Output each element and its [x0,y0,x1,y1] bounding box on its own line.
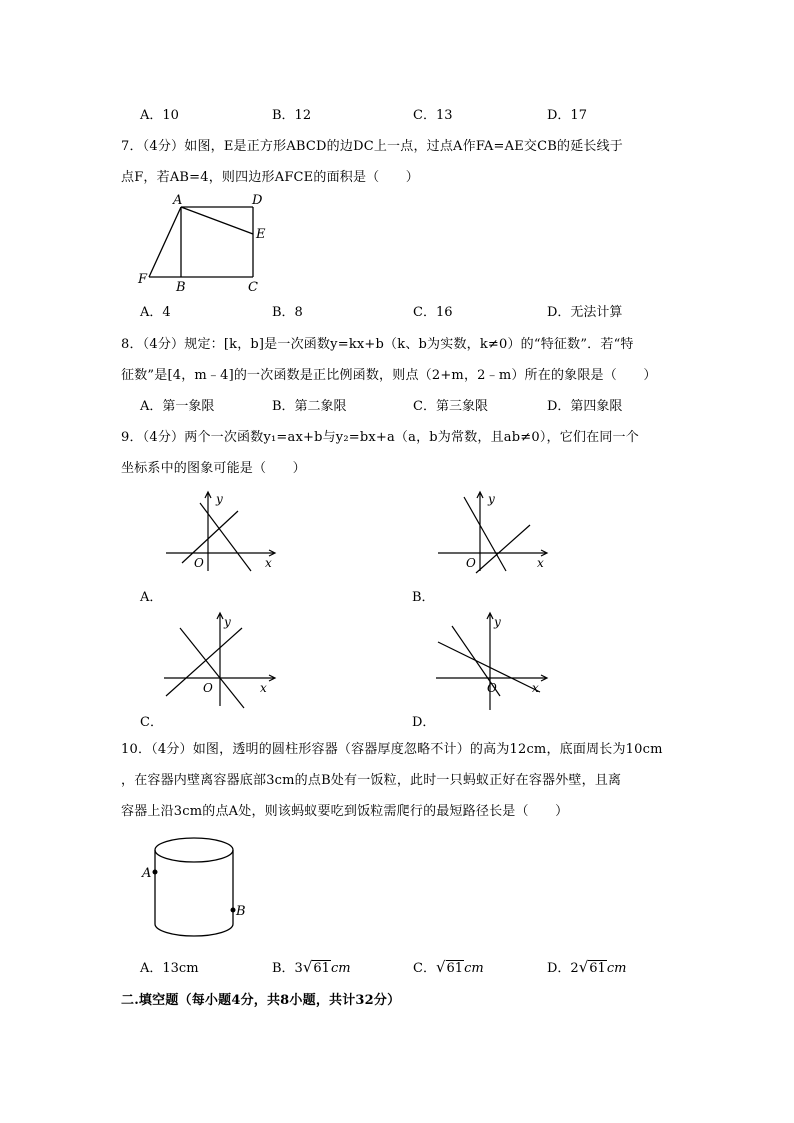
q9-text-line1: 9．（4分）两个一次函数y₁=ax+b与y₂=bx+a（a，b为常数，且ab≠0），它们在同一个 [121,430,639,445]
origin-label: O [194,556,204,570]
label-a: A [142,866,152,881]
q10-figure-cylinder [138,830,258,945]
q9-option-d: D． [412,715,436,730]
q9-text-line2: 坐标系中的图象可能是（ ） [121,461,306,476]
label-d: D [252,193,263,208]
q10-text-line1: 10．（4分）如图，透明的圆柱形容器（容器厚度忽略不计）的高为12cm，底面周长为10cm [121,742,663,757]
axis-x-label: x [532,681,539,695]
section-heading-fill-in: 二.填空题（每小题4分，共8小题，共计32分） [121,993,401,1008]
q10-option-b-unit: cm [330,961,351,976]
edge-ae [181,207,253,234]
q9-graph-d [432,610,557,710]
q10-option-b-prefix: B．3 [272,961,303,976]
q8-option-d: D．第四象限 [547,399,623,414]
edge-af [149,207,181,277]
q9-option-b: B． [412,590,435,605]
q6-option-b: B．12 [272,108,312,123]
q10-option-c-prefix: C． [413,961,436,976]
origin-label: O [203,681,213,695]
q10-option-c-radicand: 61 [446,961,464,976]
axis-y-label: y [224,615,231,629]
q7-option-a: A．4 [140,305,171,320]
label-e: E [256,227,266,242]
q9-graph-b [432,485,557,575]
label-b: B [176,280,186,295]
point-a [153,870,158,875]
q8-option-a: A．第一象限 [140,399,215,414]
point-b [231,908,236,913]
cylinder-bottom [155,924,233,936]
q10-option-c: C．√61cm [413,958,484,976]
q9-graph-a [160,485,285,575]
label-f: F [138,272,148,287]
q7-option-d: D．无法计算 [547,305,623,320]
axis-y-label: y [216,492,223,506]
q7-text-line1: 7．（4分）如图，E是正方形ABCD的边DC上一点，过点A作FA=AE交CB的延长线于 [121,139,623,154]
q8-option-c: C．第三象限 [413,399,488,414]
q7-option-b: B．8 [272,305,303,320]
q10-text-line3: 容器上沿3cm的点A处，则该蚂蚁要吃到饭粒需爬行的最短路径长是（ ） [121,804,569,819]
q10-option-d: D．2√61cm [547,958,627,976]
axis-x-label: x [260,681,267,695]
label-b: B [236,904,246,919]
q6-option-d: D．17 [547,108,587,123]
q10-text-line2: ，在容器内壁离容器底部3cm的点B处有一饭粒，此时一只蚂蚁正好在容器外壁，且离 [121,773,622,788]
q7-option-c: C．16 [413,305,453,320]
origin-label: O [487,681,497,695]
axis-x-label: x [537,556,544,570]
q9-graph-c [160,610,285,710]
q7-figure-square [135,190,275,295]
axis-y-label: y [488,492,495,506]
label-a: A [173,193,183,208]
axis-x-label: x [265,556,272,570]
origin-label: O [466,556,476,570]
q8-text-line2: 征数”是[4，m﹣4]的一次函数是正比例函数，则点（2+m，2﹣m）所在的象限是（ ） [121,368,657,383]
q6-option-a: A．10 [140,108,179,123]
q10-option-a: A．13cm [140,961,199,976]
label-c: C [248,280,258,295]
q10-option-d-unit: cm [606,961,627,976]
q6-option-c: C．13 [413,108,453,123]
q10-option-d-radicand: 61 [589,961,606,976]
q9-option-c: C． [140,715,163,730]
q10-option-c-unit: cm [464,961,484,976]
q9-option-a: A． [140,590,163,605]
q10-option-d-prefix: D．2 [547,961,579,976]
q8-text-line1: 8．（4分）规定：[k，b]是一次函数y=kx+b（k、b为实数，k≠0）的“特征数”．若“特 [121,337,634,352]
axis-y-label: y [494,615,501,629]
q10-option-b: B．3√61cm [272,958,351,976]
q8-option-b: B．第二象限 [272,399,347,414]
cylinder-top [155,838,233,862]
q7-text-line2: 点F，若AB=4，则四边形AFCE的面积是（ ） [121,170,419,185]
q10-option-b-radicand: 61 [313,961,330,976]
